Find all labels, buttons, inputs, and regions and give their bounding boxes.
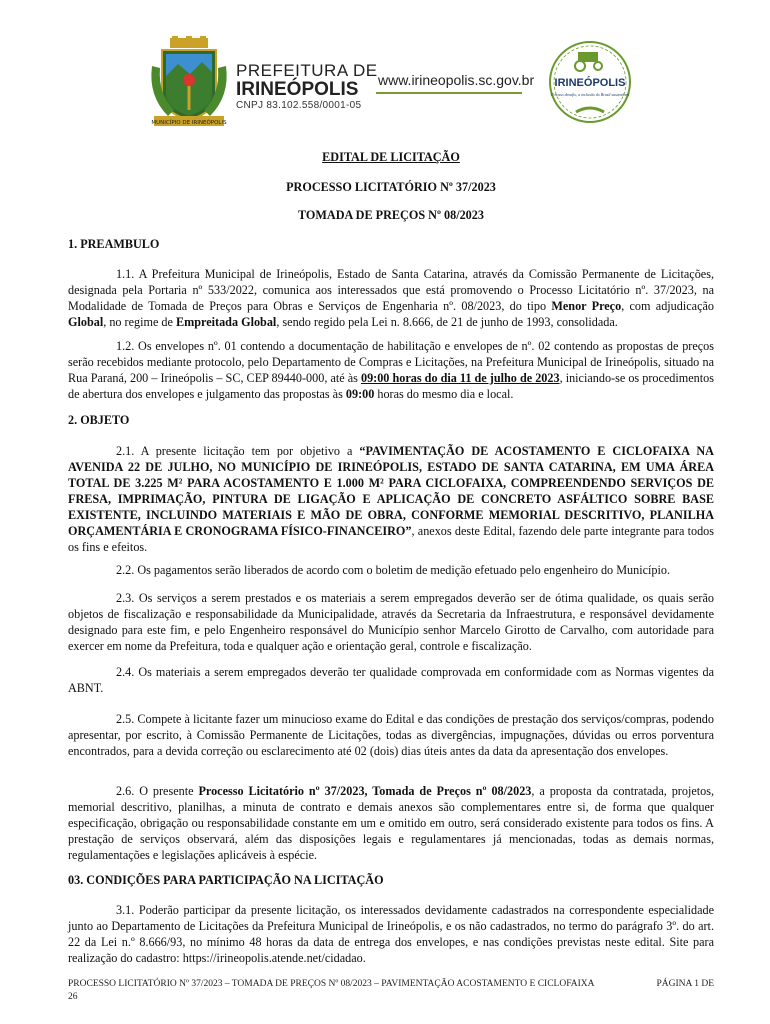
- paragraph-2-1: 2.1. A presente licitação tem por objetivo a “PAVIMENTAÇÃO DE ACOSTAMENTO E CICLOFAIXA NA AVENIDA 22 DE JULHO, NO MUNICÍPIO DE IRINEÓPOLIS, ESTADO DE SANTA CATARINA, EM UMA ÁREA TOTAL DE 3.225 M² PARA ACOSTAMENTO E 1.000 M² PARA CICLOFAIXA, COMPREENDENDO SERVIÇOS DE FRESA, IMPRIMAÇÃO, PINTURA DE LIGAÇÃO E APLICAÇÃO DE CONCRETO ASFÁLTICO SOBRE BASE EXISTENTE, INCLUINDO MATERIAIS E MÃO DE OBRA, CONFORME MEMORIAL DESCRITIVO, PLANILHA ORÇAMENTÁRIA E CRONOGRAMA FÍSICO-FINANCEIRO”, anexos deste Edital, fazendo dele parte integrante para todos os fins e efeitos.: [68, 444, 714, 554]
- prefecture-line-1: PREFEITURA DE: [236, 61, 378, 80]
- section-preambulo-heading: 1. PREAMBULO: [68, 237, 160, 251]
- paragraph-2-4: 2.4. Os materiais a serem empregados deverão ter qualidade comprovada em conformidade com as Normas vigentes da ABNT.: [68, 665, 714, 695]
- paragraph-2-3: 2.3. Os serviços a serem prestados e os materiais a serem empregados deverão ser de ótima qualidade, os quais serão objetos de fiscalização e responsabilidade da Municipalidade, através da Secretaria da Infraestrutura, e responsável devidamente designado para este fim, e pelo Engenheiro responsável do Município senhor Marcelo Girotto de Carvalho, com autoridade para exercer em nome da Prefeitura, toda e qualquer ação e orientação geral, controle e fiscalização.: [68, 591, 714, 653]
- footer-process-text: PROCESSO LICITATÓRIO Nº 37/2023 – TOMADA DE PREÇOS Nº 08/2023 – PAVIMENTAÇÃO ACOSTAMENTO E CICLOFAIXA: [68, 979, 595, 989]
- municipal-crest-icon: [148, 36, 230, 128]
- logo-name: IRINEÓPOLIS: [554, 77, 626, 89]
- page-footer: [68, 978, 714, 1004]
- paragraph-3-1: 3.1. Poderão participar da presente licitação, os interessados devidamente cadastrados na correspondente especialidade junto ao Departamento de Licitações da Prefeitura Municipal de Irineópolis, e os não cadastrados, no termo do parágrafo 3º. do art. 22 da Lei n.º 8.666/93, no mínimo 48 horas da data de entrega dos envelopes, e nas condições previstas neste edital. Site para realização do cadastro: https://irineopolis.atende.net/cidadao.: [68, 903, 714, 965]
- prefecture-line-2: IRINEÓPOLIS: [236, 79, 359, 100]
- footer-page-label: PÁGINA 1 DE: [656, 979, 714, 989]
- letterhead: [0, 0, 770, 130]
- irineopolis-logo-icon: [546, 38, 634, 126]
- paragraph-1-1: 1.1. A Prefeitura Municipal de Irineópolis, Estado de Santa Catarina, através da Comissão Permanente de Licitações, designada pela Portaria nº 533/2022, comunica aos interessados que está promovendo o Processo Licitatório nº. 37/2023, na Modalidade de Tomada de Preços para Obras e Serviços de Engenharia nº. 08/2023, do tipo Menor Preço, com adjudicação Global, no regime de Empreitada Global, sendo regido pela Lei n. 8.666, de 21 de junho de 1993, consolidada.: [68, 267, 714, 329]
- website-url: www.irineopolis.sc.gov.br: [378, 72, 535, 88]
- logo-tagline: O nosso desafio, a inclusão do Brasil sustentável: [550, 92, 630, 97]
- process-number-title: PROCESSO LICITATÓRIO Nº 37/2023: [286, 180, 496, 194]
- crest-label: MUNICÍPIO DE IRINEÓPOLIS: [151, 120, 227, 126]
- section-objeto-heading: 2. OBJETO: [68, 413, 130, 427]
- website-underline: [376, 92, 522, 94]
- paragraph-1-2: 1.2. Os envelopes nº. 01 contendo a documentação de habilitação e envelopes de nº. 02 contendo as propostas de preços serão recebidos mediante protocolo, pelo Departamento de Compras e Licitações, na Prefeitura Municipal de Irineópolis, situado na Rua Paraná, 200 – Irineópolis – SC, CEP 89440-000, até às 09:00 horas do dia 11 de julho de 2023, iniciando-se os procedimentos de abertura dos envelopes e julgamento das propostas às 09:00 horas do mesmo dia e local.: [68, 339, 714, 401]
- footer-page-total: 26: [68, 992, 78, 1002]
- document-title: EDITAL DE LICITAÇÃO: [322, 150, 460, 164]
- tomada-precos-title: TOMADA DE PREÇOS Nº 08/2023: [298, 208, 484, 222]
- paragraph-2-5: 2.5. Compete à licitante fazer um minucioso exame do Edital e das condições de prestação dos serviços/compras, podendo apresentar, por escrito, à Comissão Permanente de Licitações, todas as divergências, impugnações, dúvidas ou erros porventura encontrados, para a devida correção ou esclarecimento até 02 (dois) dias úteis antes da data da apresentação dos envelopes.: [68, 712, 714, 758]
- paragraph-2-6: 2.6. O presente Processo Licitatório nº 37/2023, Tomada de Preços nº 08/2023, a proposta da contratada, projetos, memorial descritivo, planilhas, a minuta de contrato e demais anexos são complementares entre si, de forma que qualquer especificação, obrigação ou responsabilidade constante em um e omitido em outro, será considerado existente para todos os fins. A prestação de serviços observará, além das disposições legais e regulamentares já mencionadas, todas as demais normas, regulamentações e legislações aplicáveis à espécie.: [68, 784, 715, 862]
- prefecture-name-block: [236, 62, 378, 112]
- cnpj-text: CNPJ 83.102.558/0001-05: [236, 100, 362, 111]
- paragraph-2-2: 2.2. Os pagamentos serão liberados de acordo com o boletim de medição efetuado pelo engenheiro do Município.: [116, 563, 671, 577]
- section-condicoes-heading: 03. CONDIÇÕES PARA PARTICIPAÇÃO NA LICITAÇÃO: [68, 873, 384, 887]
